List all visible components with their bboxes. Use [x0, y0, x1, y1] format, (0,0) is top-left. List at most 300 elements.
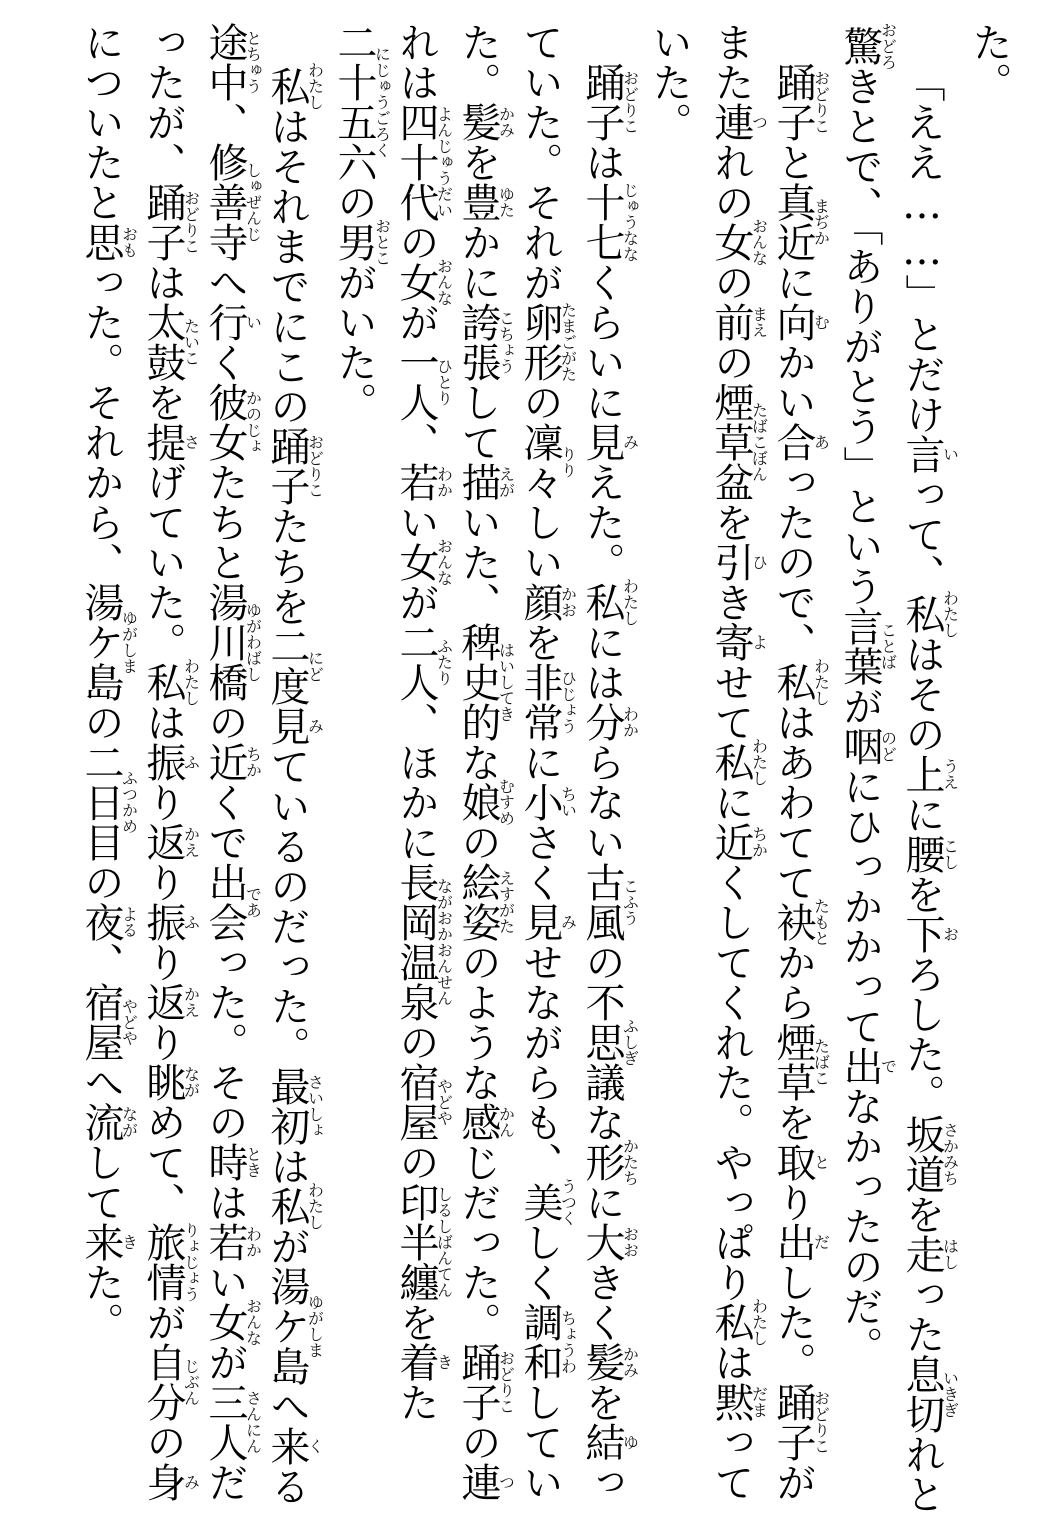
furigana-reading: い	[940, 434, 960, 474]
text-run: を	[708, 502, 754, 542]
text-run: く	[202, 342, 248, 382]
ruby-word	[899, 590, 960, 638]
text-run: して	[78, 1142, 124, 1222]
ruby-base-text: 感	[455, 1102, 501, 1142]
ruby-word	[331, 218, 392, 266]
text-run: の	[140, 1422, 186, 1462]
ruby-base-text: 二日目	[78, 742, 124, 862]
text-run: った	[899, 1274, 945, 1354]
ruby-word	[770, 422, 831, 462]
ruby-base-text: 旅情	[140, 1222, 186, 1302]
furigana-reading: かん	[496, 1102, 516, 1142]
ruby-word	[393, 622, 454, 702]
ruby-word	[708, 102, 769, 142]
ruby-word	[579, 1138, 640, 1186]
ruby-word	[517, 1302, 578, 1382]
ruby-base-text: 顔	[517, 582, 563, 622]
text-run: かに	[455, 222, 501, 302]
furigana-reading: わか	[620, 702, 640, 742]
text-run: の	[579, 942, 625, 982]
text-run: り	[140, 1022, 186, 1062]
text-run: っていた。	[646, 22, 754, 1502]
furigana-reading: おお	[620, 1222, 640, 1262]
ruby-base-text: 女	[202, 1298, 248, 1346]
ruby-word	[78, 982, 139, 1062]
ruby-word	[579, 862, 640, 942]
ruby-word	[264, 626, 325, 706]
ruby-base-text: 卵形	[517, 302, 563, 382]
text-run: っていた。それが	[517, 22, 625, 1502]
ruby-base-text: 女	[393, 258, 439, 306]
text-run: はあわてて	[770, 702, 816, 902]
ruby-word	[708, 1298, 769, 1346]
ruby-word	[140, 658, 201, 706]
text-run: から	[770, 942, 816, 1022]
ruby-word	[140, 742, 201, 782]
text-run: がまた	[708, 22, 816, 1502]
ruby-base-text: 引	[708, 542, 754, 582]
furigana-reading: はし	[940, 1234, 960, 1274]
furigana-reading: たいこ	[181, 302, 201, 382]
ruby-base-text: 言	[899, 434, 945, 474]
paragraph	[638, 22, 829, 1516]
furigana-reading: さいしょ	[305, 1066, 325, 1146]
ruby-base-text: 身	[140, 1462, 186, 1502]
text-run: へ	[202, 262, 248, 302]
furigana-reading: ちか	[749, 822, 769, 862]
ruby-word	[708, 622, 769, 662]
ruby-base-text: 踊子	[579, 62, 625, 142]
ruby-base-text: 湯ケ島	[264, 1266, 310, 1386]
furigana-reading: ちょうわ	[558, 1302, 578, 1382]
text-run: して	[455, 382, 501, 462]
ruby-word	[770, 898, 831, 946]
furigana-reading: お	[940, 914, 960, 954]
ruby-word	[708, 542, 769, 582]
furigana-reading: はいしてき	[496, 622, 516, 742]
ruby-base-text: 来	[78, 1222, 124, 1262]
furigana-reading: ひとり	[434, 342, 454, 422]
ruby-base-text: 言葉	[837, 606, 883, 686]
text-run: いた、	[455, 502, 501, 622]
ruby-base-text: 若	[393, 462, 439, 502]
text-run: は	[579, 142, 625, 182]
ruby-base-text: 若	[202, 1222, 248, 1262]
ruby-base-text: 稗史的	[455, 622, 501, 742]
text-run: は	[264, 1146, 310, 1186]
text-run: ったので、	[770, 462, 816, 662]
ruby-word	[837, 606, 898, 686]
ruby-word	[264, 426, 325, 506]
furigana-reading: おどりこ	[811, 62, 831, 142]
ruby-word	[770, 182, 831, 262]
ruby-base-text: 太鼓	[140, 302, 186, 382]
ruby-base-text: 着	[393, 1342, 439, 1382]
ruby-base-text: 娘	[455, 778, 501, 826]
furigana-reading: やどや	[434, 1062, 454, 1142]
furigana-reading: こふう	[620, 862, 640, 942]
furigana-reading: じゅうなな	[620, 182, 640, 262]
furigana-reading: ふ	[181, 742, 201, 782]
ruby-base-text: 咽	[837, 726, 883, 766]
text-run: くで	[202, 782, 248, 862]
furigana-reading: ゆ	[620, 1422, 640, 1462]
furigana-reading: えが	[496, 462, 516, 502]
ruby-base-text: 髪	[579, 1342, 625, 1382]
ruby-word	[202, 1382, 263, 1462]
ruby-word	[140, 1462, 201, 1502]
text-run: へ	[264, 1386, 310, 1426]
ruby-word	[770, 302, 831, 342]
furigana-reading: おんな	[749, 218, 769, 266]
text-run: を	[140, 382, 186, 422]
text-run: は	[140, 702, 186, 742]
furigana-reading: ゆがしま	[119, 582, 139, 702]
furigana-reading: おどりこ	[181, 182, 201, 262]
furigana-reading: かみ	[620, 1342, 640, 1382]
text-run: ているのだった。	[264, 746, 310, 1066]
ruby-base-text: 私	[708, 738, 754, 786]
ruby-word	[455, 1462, 516, 1502]
furigana-reading: のど	[878, 726, 898, 766]
furigana-reading: ながおかおんせん	[434, 862, 454, 1022]
text-run: についたと	[78, 22, 124, 222]
ruby-word	[393, 1342, 454, 1382]
furigana-reading: ゆた	[496, 182, 516, 222]
text-run: げていた。	[140, 462, 186, 662]
text-run: に	[517, 742, 563, 782]
ruby-base-text: 踊子	[264, 426, 310, 506]
furigana-reading: かたち	[620, 1138, 640, 1186]
text-run: の	[455, 822, 501, 862]
ruby-word	[78, 902, 139, 942]
ruby-word	[517, 782, 578, 822]
ruby-word	[264, 1182, 325, 1230]
furigana-reading: にど	[305, 626, 325, 706]
text-run: が	[393, 582, 439, 622]
furigana-reading: むすめ	[496, 778, 516, 826]
furigana-reading: にじゅうごろく	[372, 22, 392, 182]
ruby-word	[393, 462, 454, 502]
ruby-base-text: 煙草盆	[708, 382, 754, 502]
ruby-base-text: 宿屋	[78, 982, 124, 1062]
text-run: たちを	[264, 506, 310, 626]
ruby-base-text: 四十代	[393, 102, 439, 222]
ruby-word	[202, 302, 263, 342]
ruby-word	[202, 142, 263, 262]
furigana-reading: だま	[749, 1382, 769, 1422]
furigana-reading: ゆがしま	[305, 1266, 325, 1386]
ruby-word	[455, 862, 516, 942]
text-run: 「ええ……」とだけ	[899, 62, 945, 434]
ruby-base-text: 私	[264, 62, 310, 110]
ruby-base-text: 提	[140, 422, 186, 462]
text-run: り	[140, 862, 186, 902]
ruby-word	[899, 914, 960, 954]
text-run: 、	[393, 422, 439, 462]
ruby-base-text: 近	[708, 822, 754, 862]
furigana-reading: かのじょ	[243, 382, 263, 462]
ruby-word	[708, 738, 769, 786]
furigana-reading: わたし	[181, 658, 201, 706]
ruby-word	[393, 342, 454, 422]
furigana-reading: い	[243, 302, 263, 342]
ruby-base-text: 私	[579, 578, 625, 626]
text-run: と	[770, 142, 816, 182]
furigana-reading: さんにん	[243, 1382, 263, 1462]
furigana-reading: かえ	[181, 982, 201, 1022]
text-run: がいた。	[331, 262, 377, 422]
text-run: れと	[899, 1434, 945, 1514]
furigana-reading: よる	[119, 902, 139, 942]
ruby-base-text: 見	[579, 422, 625, 462]
furigana-reading: うえ	[940, 754, 960, 794]
text-run: らない	[579, 742, 625, 862]
text-run: が	[264, 1226, 310, 1266]
ruby-base-text: 取	[770, 1142, 816, 1182]
ruby-word	[770, 1382, 831, 1462]
furigana-reading: おどりこ	[305, 426, 325, 506]
text-run: り	[140, 782, 186, 822]
text-run: の	[517, 382, 563, 422]
ruby-base-text: 前	[708, 302, 754, 342]
text-run: った。それから、	[78, 262, 124, 582]
ruby-word	[264, 1426, 325, 1466]
ruby-word	[708, 1382, 769, 1422]
ruby-word	[78, 742, 139, 862]
ruby-base-text: 上	[899, 754, 945, 794]
text-run: を	[455, 142, 501, 182]
ruby-word	[708, 382, 769, 502]
ruby-base-text: 十七	[579, 182, 625, 262]
text-run: 、ほかに	[393, 702, 439, 862]
text-run: くしてくれた。やっぱり	[708, 862, 754, 1302]
ruby-base-text: 調和	[517, 1302, 563, 1382]
ruby-base-text: 宿屋	[393, 1062, 439, 1142]
furigana-reading: わたし	[940, 590, 960, 638]
furigana-reading: おんな	[434, 538, 454, 586]
text-run: にひっかかって	[837, 766, 883, 1046]
text-run: さく	[517, 822, 563, 902]
text-run: たちと	[202, 462, 248, 582]
ruby-base-text: 出会	[202, 862, 248, 942]
furigana-reading: み	[181, 1462, 201, 1502]
ruby-word	[264, 1266, 325, 1386]
ruby-word	[579, 1422, 640, 1462]
furigana-reading: とき	[243, 1142, 263, 1182]
furigana-reading: と	[811, 1142, 831, 1182]
furigana-reading: しゅぜんじ	[243, 142, 263, 262]
furigana-reading: み	[558, 902, 578, 942]
text-run: を	[517, 622, 563, 662]
text-run: の	[393, 222, 439, 262]
ruby-base-text: 女	[393, 538, 439, 586]
ruby-base-text: 合	[770, 422, 816, 462]
furigana-reading: なが	[119, 1102, 139, 1142]
ruby-word	[517, 1178, 578, 1226]
furigana-reading: ふたり	[434, 622, 454, 702]
paragraph	[323, 22, 638, 1516]
furigana-reading: まえ	[749, 302, 769, 342]
ruby-base-text: 時	[202, 1142, 248, 1182]
furigana-reading: だ	[811, 1222, 831, 1262]
ruby-base-text: 自分	[140, 1342, 186, 1422]
furigana-reading: よ	[749, 622, 769, 662]
text-run: ろした。	[899, 954, 945, 1114]
furigana-reading: たばこぼん	[749, 382, 769, 502]
ruby-base-text: 走	[899, 1234, 945, 1274]
ruby-word	[579, 1342, 640, 1382]
ruby-base-text: 修善寺	[202, 142, 248, 262]
ruby-word	[455, 778, 516, 826]
text-run: しい	[517, 502, 563, 582]
furigana-reading: き	[119, 1222, 139, 1262]
ruby-word	[393, 1182, 454, 1302]
ruby-word	[140, 1222, 201, 1302]
furigana-reading: えすがた	[496, 862, 516, 942]
furigana-reading: み	[305, 706, 325, 746]
ruby-base-text: 一人	[393, 342, 439, 422]
ruby-word	[78, 1222, 139, 1262]
ruby-base-text: 連	[708, 102, 754, 142]
furigana-reading: なが	[181, 1062, 201, 1102]
text-run: って、	[899, 474, 945, 594]
furigana-reading: うつく	[558, 1178, 578, 1226]
ruby-word	[708, 302, 769, 342]
ruby-base-text: 煙草	[770, 1022, 816, 1102]
text-run: していた。	[455, 22, 563, 1502]
text-run: 、	[202, 102, 248, 142]
text-run: の	[331, 182, 377, 222]
text-run: た。	[966, 22, 1012, 102]
ruby-word	[517, 422, 578, 502]
furigana-reading: ふ	[181, 902, 201, 942]
furigana-reading: わか	[434, 462, 454, 502]
ruby-base-text: 結	[579, 1422, 625, 1462]
text-run: る	[264, 1466, 310, 1506]
ruby-word	[899, 434, 960, 474]
furigana-reading: であ	[243, 862, 263, 942]
ruby-word	[202, 22, 263, 102]
ruby-word	[837, 726, 898, 766]
ruby-word	[837, 1046, 898, 1086]
text-run: はその	[899, 634, 945, 754]
text-run: が	[837, 686, 883, 726]
furigana-reading: りょじょう	[181, 1222, 201, 1302]
furigana-reading: ふしぎ	[620, 982, 640, 1102]
furigana-reading: ゆがわばし	[243, 582, 263, 702]
ruby-base-text: 小	[517, 782, 563, 822]
ruby-word	[393, 862, 454, 1022]
furigana-reading: わたし	[305, 1182, 325, 1230]
ruby-base-text: 袂	[770, 898, 816, 946]
ruby-word	[78, 222, 139, 262]
text-run: れの	[708, 142, 754, 222]
ruby-word	[393, 258, 454, 306]
text-run: に	[579, 1182, 625, 1222]
ruby-word	[202, 1298, 263, 1346]
furigana-reading: おも	[119, 222, 139, 262]
furigana-reading: み	[620, 422, 640, 462]
furigana-reading: あ	[811, 422, 831, 462]
text-run: に	[708, 782, 754, 822]
ruby-base-text: 下	[899, 914, 945, 954]
ruby-word	[140, 902, 201, 942]
furigana-reading: おどろ	[878, 22, 898, 70]
vertical-text-body	[70, 22, 1020, 1516]
furigana-reading: わたし	[811, 658, 831, 706]
text-run: は	[140, 262, 186, 302]
ruby-word	[140, 1062, 201, 1102]
furigana-reading: たばこ	[811, 1022, 831, 1102]
furigana-reading: おんな	[243, 1298, 263, 1346]
ruby-base-text: 流	[78, 1102, 124, 1142]
furigana-reading: わたし	[749, 1298, 769, 1346]
ruby-word	[579, 422, 640, 462]
ruby-word	[455, 622, 516, 742]
ruby-base-text: 行	[202, 302, 248, 342]
ruby-word	[770, 1022, 831, 1102]
ruby-base-text: 二十五六	[331, 22, 377, 182]
text-run: が	[140, 1302, 186, 1342]
text-run: のような	[455, 942, 501, 1102]
ruby-word	[140, 822, 201, 862]
ruby-base-text: 寄	[708, 622, 754, 662]
ruby-word	[393, 102, 454, 222]
ruby-base-text: 振	[140, 742, 186, 782]
furigana-reading: いきぎ	[940, 1354, 960, 1434]
ruby-word	[899, 754, 960, 794]
text-run: な	[455, 742, 501, 782]
furigana-reading: き	[434, 1342, 454, 1382]
text-run: きく	[579, 1262, 625, 1342]
ruby-base-text: 思	[78, 222, 124, 262]
ruby-word	[770, 658, 831, 706]
ruby-base-text: 踊子	[140, 182, 186, 262]
paragraph	[70, 22, 323, 1516]
text-run: り	[140, 942, 186, 982]
paragraph	[829, 22, 958, 1516]
text-run: た。	[78, 1262, 124, 1342]
ruby-base-text: 大	[579, 1222, 625, 1262]
text-run: が	[393, 302, 439, 342]
ruby-word	[264, 1066, 325, 1146]
ruby-word	[455, 102, 516, 142]
ruby-base-text: 形	[579, 1138, 625, 1186]
ruby-word	[579, 182, 640, 262]
furigana-reading: かお	[558, 582, 578, 622]
text-run: きとで、「ありがとう」という	[837, 66, 883, 606]
furigana-reading: ちい	[558, 782, 578, 822]
ruby-word	[517, 662, 578, 742]
ruby-word	[202, 1222, 263, 1262]
furigana-reading: とちゅう	[243, 22, 263, 102]
ruby-word	[202, 1142, 263, 1182]
ruby-base-text: 長岡温泉	[393, 862, 439, 1022]
ruby-base-text: 不思議	[579, 982, 625, 1102]
ruby-base-text: 息切	[899, 1354, 945, 1434]
text-run: を	[579, 1382, 625, 1422]
text-run: は	[202, 1182, 248, 1222]
text-run: き	[708, 582, 754, 622]
ruby-word	[517, 582, 578, 622]
furigana-reading: やどや	[119, 982, 139, 1062]
furigana-reading: ふつかめ	[119, 742, 139, 862]
ruby-base-text: 踊子	[455, 1342, 501, 1422]
furigana-reading: おどりこ	[811, 1382, 831, 1462]
furigana-reading: ひ	[749, 542, 769, 582]
ruby-word	[264, 706, 325, 746]
